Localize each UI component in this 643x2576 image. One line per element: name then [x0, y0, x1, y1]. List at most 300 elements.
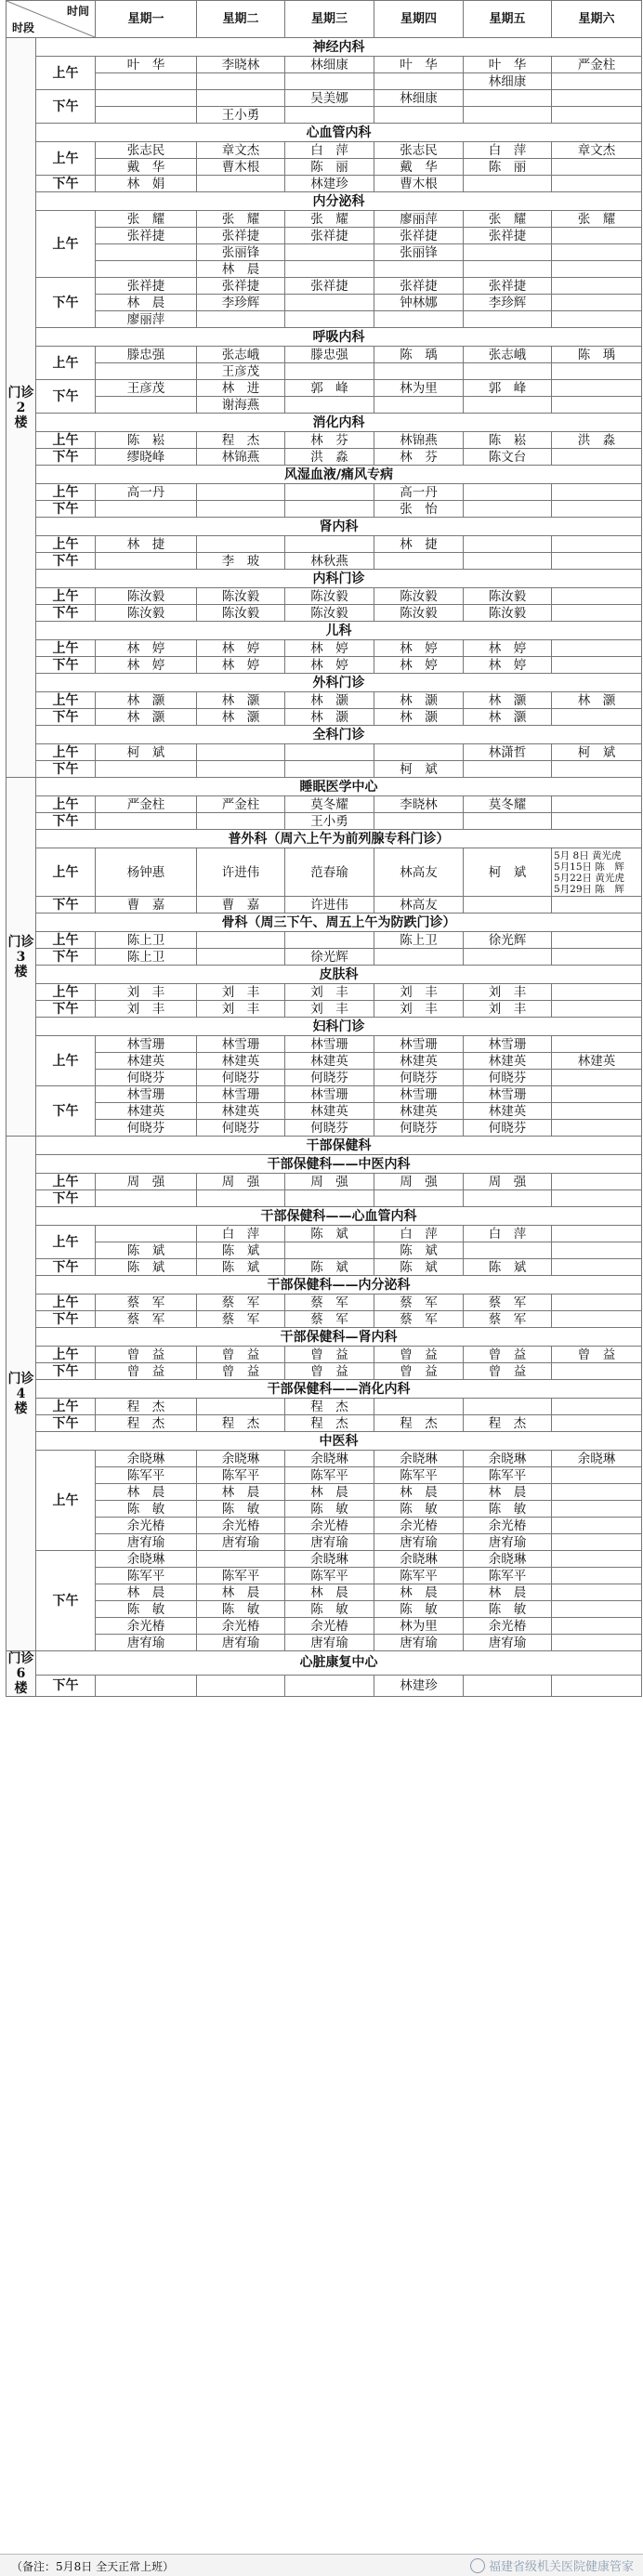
- doctor-cell: 余晓琳: [374, 1551, 464, 1568]
- doctor-cell: 曾 益: [96, 1347, 197, 1363]
- wechat-logo-icon: [470, 2558, 485, 2573]
- doctor-cell: [464, 813, 552, 830]
- afternoon-label: 下午: [36, 1190, 96, 1207]
- section-title: 睡眠医学中心: [36, 778, 642, 796]
- section-title: 心脏康复中心: [36, 1651, 642, 1676]
- section-title: 外科门诊: [36, 674, 642, 692]
- doctor-cell: 余光椿: [285, 1518, 374, 1534]
- doctor-cell: [374, 553, 464, 570]
- doctor-cell: 曾 益: [464, 1363, 552, 1380]
- section-title: 干部保健科——中医内科: [36, 1155, 642, 1174]
- doctor-cell: [552, 1070, 642, 1086]
- doctor-cell: 陈军平: [96, 1568, 197, 1584]
- doctor-cell: 章文杰: [197, 142, 285, 159]
- doctor-cell: 余晓琳: [96, 1551, 197, 1568]
- doctor-cell: 陈汝毅: [197, 605, 285, 622]
- clinic-schedule-table: [6, 0, 642, 1697]
- doctor-cell: [464, 484, 552, 501]
- doctor-cell: [552, 1584, 642, 1601]
- doctor-cell: 王彦茂: [197, 363, 285, 380]
- afternoon-label: 下午: [36, 1001, 96, 1018]
- doctor-cell: 曾 益: [374, 1363, 464, 1380]
- afternoon-label: 下午: [36, 553, 96, 570]
- doctor-cell: 曹 嘉: [197, 897, 285, 913]
- morning-label: 上午: [36, 57, 96, 90]
- doctor-cell: [552, 107, 642, 124]
- doctor-cell: 周 强: [96, 1174, 197, 1190]
- doctor-cell: [552, 228, 642, 244]
- footer-bar: [0, 2554, 643, 2576]
- doctor-cell: 蔡 军: [464, 1311, 552, 1328]
- doctor-cell: [197, 536, 285, 553]
- doctor-cell: 林 灏: [96, 692, 197, 709]
- doctor-cell: 陈 斌: [197, 1242, 285, 1259]
- doctor-cell: 白 萍: [285, 142, 374, 159]
- doctor-cell: 李珍辉: [197, 295, 285, 311]
- doctor-cell: [96, 1226, 197, 1242]
- doctor-cell: 刘 丰: [374, 1001, 464, 1018]
- doctor-cell: [552, 1174, 642, 1190]
- doctor-cell: 李晓林: [374, 796, 464, 813]
- doctor-cell: 陈 斌: [374, 1259, 464, 1276]
- doctor-cell: [374, 397, 464, 414]
- doctor-cell: [374, 73, 464, 90]
- floor-label-4: 门诊 6 楼: [7, 1651, 34, 1696]
- doctor-cell: 林 婷: [197, 657, 285, 674]
- doctor-cell: 曾 益: [197, 1347, 285, 1363]
- doctor-cell: 程 杰: [197, 432, 285, 449]
- floor-label-3: 门诊 4 楼: [7, 1137, 36, 1651]
- schedule-container: [6, 0, 641, 1697]
- doctor-cell: [285, 107, 374, 124]
- doctor-cell: 林 灏: [374, 692, 464, 709]
- doctor-cell: 林雪珊: [374, 1036, 464, 1053]
- doctor-cell: 许进伟: [197, 848, 285, 897]
- doctor-cell: 林建英: [464, 1053, 552, 1070]
- doctor-cell: [552, 657, 642, 674]
- doctor-cell: 陈 斌: [96, 1259, 197, 1276]
- doctor-cell: 张祥捷: [285, 228, 374, 244]
- doctor-cell: 高一丹: [96, 484, 197, 501]
- doctor-cell: 程 杰: [197, 1415, 285, 1432]
- doctor-cell: 叶 华: [96, 57, 197, 73]
- doctor-cell: 王小勇: [285, 813, 374, 830]
- doctor-cell: [552, 278, 642, 295]
- doctor-cell: [552, 363, 642, 380]
- doctor-cell: [96, 73, 197, 90]
- doctor-cell: [285, 397, 374, 414]
- doctor-cell: [552, 1551, 642, 1568]
- doctor-cell: 林 娟: [96, 176, 197, 192]
- afternoon-label: 下午: [36, 1363, 96, 1380]
- doctor-cell: 唐宥瑜: [374, 1635, 464, 1651]
- doctor-cell: 陈汝毅: [285, 605, 374, 622]
- doctor-cell: 李珍辉: [464, 295, 552, 311]
- doctor-cell: 范春瑜: [285, 848, 374, 897]
- doctor-cell: 周 强: [374, 1174, 464, 1190]
- doctor-cell: 余晓琳: [285, 1551, 374, 1568]
- section-title: 儿科: [36, 622, 642, 640]
- doctor-cell: 林 灏: [464, 709, 552, 726]
- doctor-cell: [285, 1242, 374, 1259]
- doctor-cell: [197, 1675, 285, 1696]
- doctor-cell: [197, 932, 285, 949]
- doctor-cell: [197, 1399, 285, 1415]
- doctor-cell: 张祥捷: [96, 278, 197, 295]
- doctor-cell: 林 灏: [285, 709, 374, 726]
- morning-label: 上午: [36, 432, 96, 449]
- doctor-cell: [552, 159, 642, 176]
- doctor-cell: [464, 1190, 552, 1207]
- doctor-cell: 徐光辉: [285, 949, 374, 966]
- doctor-cell: 白 萍: [464, 1226, 552, 1242]
- doctor-cell: 余光椿: [374, 1518, 464, 1534]
- doctor-cell: 林雪珊: [285, 1086, 374, 1103]
- doctor-cell: 张 耀: [285, 211, 374, 228]
- morning-label: 上午: [36, 1451, 96, 1551]
- doctor-cell: [552, 176, 642, 192]
- afternoon-label: 下午: [36, 1415, 96, 1432]
- doctor-cell: 余晓琳: [374, 1451, 464, 1467]
- section-title: 干部保健科——内分泌科: [36, 1276, 642, 1295]
- doctor-cell: 唐宥瑜: [197, 1635, 285, 1651]
- morning-label: 上午: [36, 640, 96, 657]
- doctor-cell: 程 杰: [285, 1399, 374, 1415]
- doctor-cell: [464, 244, 552, 261]
- doctor-cell: 林建英: [552, 1053, 642, 1070]
- doctor-cell: 余光椿: [96, 1618, 197, 1635]
- doctor-cell: [96, 107, 197, 124]
- doctor-cell: 余光椿: [197, 1518, 285, 1534]
- doctor-cell: [464, 897, 552, 913]
- doctor-cell: [464, 90, 552, 107]
- doctor-cell: [552, 1467, 642, 1484]
- doctor-cell: 唐宥瑜: [197, 1534, 285, 1551]
- doctor-cell: [96, 363, 197, 380]
- doctor-cell: 柯 斌: [374, 761, 464, 778]
- doctor-cell: 张 耀: [464, 211, 552, 228]
- doctor-cell: 唐宥瑜: [96, 1635, 197, 1651]
- doctor-cell: 陈上卫: [96, 949, 197, 966]
- doctor-cell: [285, 536, 374, 553]
- doctor-cell: 陈军平: [374, 1568, 464, 1584]
- afternoon-label: 下午: [36, 1311, 96, 1328]
- doctor-cell: [464, 261, 552, 278]
- doctor-cell: 戴 华: [374, 159, 464, 176]
- doctor-cell: 刘 丰: [197, 984, 285, 1001]
- doctor-cell: [464, 536, 552, 553]
- morning-label: 上午: [36, 1036, 96, 1086]
- doctor-cell: 严金柱: [552, 57, 642, 73]
- doctor-cell: [197, 90, 285, 107]
- doctor-cell: 周 强: [285, 1174, 374, 1190]
- doctor-cell: [197, 1190, 285, 1207]
- doctor-cell: [552, 932, 642, 949]
- doctor-cell: [552, 1363, 642, 1380]
- doctor-cell: 杨钟惠: [96, 848, 197, 897]
- doctor-cell: 陈 斌: [285, 1259, 374, 1276]
- doctor-cell: [552, 73, 642, 90]
- doctor-cell: [552, 244, 642, 261]
- doctor-cell: 陈 敏: [197, 1501, 285, 1518]
- doctor-cell: 林 晨: [464, 1584, 552, 1601]
- doctor-cell: [285, 261, 374, 278]
- doctor-cell: [197, 744, 285, 761]
- doctor-cell: 周 强: [464, 1174, 552, 1190]
- doctor-cell: 陈 敏: [96, 1601, 197, 1618]
- doctor-cell: 陈 敏: [464, 1601, 552, 1618]
- doctor-cell: 陈 崧: [96, 432, 197, 449]
- doctor-cell: [96, 397, 197, 414]
- doctor-cell: 叶 华: [464, 57, 552, 73]
- doctor-cell: 陈汝毅: [464, 588, 552, 605]
- doctor-cell: 李晓林: [197, 57, 285, 73]
- doctor-cell: 林 晨: [197, 261, 285, 278]
- doctor-cell: [374, 311, 464, 328]
- doctor-cell: 林 婷: [285, 657, 374, 674]
- section-title: 内科门诊: [36, 570, 642, 588]
- doctor-cell: [197, 501, 285, 518]
- doctor-cell: [552, 813, 642, 830]
- doctor-cell: 何晓芬: [464, 1120, 552, 1137]
- afternoon-label: 下午: [36, 949, 96, 966]
- doctor-cell: 林 婷: [464, 640, 552, 657]
- doctor-cell: [197, 1551, 285, 1568]
- doctor-cell: 余晓琳: [285, 1451, 374, 1467]
- doctor-cell: 刘 丰: [96, 1001, 197, 1018]
- morning-label: 上午: [36, 1295, 96, 1311]
- afternoon-label: 下午: [36, 1551, 96, 1651]
- morning-label: 上午: [36, 1226, 96, 1259]
- doctor-cell: 林潇哲: [464, 744, 552, 761]
- section-title: 干部保健科——消化内科: [36, 1380, 642, 1399]
- doctor-cell: 何晓芬: [464, 1070, 552, 1086]
- doctor-cell: 林为里: [374, 1618, 464, 1635]
- doctor-cell: 林 进: [197, 380, 285, 397]
- doctor-cell: 郭 峰: [464, 380, 552, 397]
- section-title: 全科门诊: [36, 726, 642, 744]
- doctor-cell: 陈军平: [96, 1467, 197, 1484]
- doctor-cell: [285, 484, 374, 501]
- doctor-cell: 陈汝毅: [96, 605, 197, 622]
- doctor-cell: [552, 796, 642, 813]
- morning-label: 上午: [36, 984, 96, 1001]
- doctor-cell: 曾 益: [285, 1347, 374, 1363]
- doctor-cell: [197, 949, 285, 966]
- doctor-cell: [552, 1675, 642, 1696]
- doctor-cell: 林 婷: [464, 657, 552, 674]
- doctor-cell: 严金柱: [197, 796, 285, 813]
- doctor-cell: [552, 640, 642, 657]
- doctor-cell: 何晓芬: [285, 1120, 374, 1137]
- doctor-cell: 林锦燕: [197, 449, 285, 466]
- doctor-cell: 唐宥瑜: [464, 1534, 552, 1551]
- doctor-cell: [552, 311, 642, 328]
- doctor-cell: [285, 311, 374, 328]
- doctor-cell: 白 萍: [374, 1226, 464, 1242]
- doctor-cell: 刘 丰: [464, 1001, 552, 1018]
- doctor-cell: 林 婷: [96, 657, 197, 674]
- afternoon-label: 下午: [36, 1086, 96, 1137]
- doctor-cell: 周 强: [197, 1174, 285, 1190]
- doctor-cell: 林 晨: [285, 1484, 374, 1501]
- doctor-cell: 何晓芬: [197, 1120, 285, 1137]
- doctor-cell: [464, 176, 552, 192]
- doctor-cell: [285, 363, 374, 380]
- doctor-cell: 林 晨: [285, 1584, 374, 1601]
- doctor-cell: [552, 553, 642, 570]
- doctor-cell: 章文杰: [552, 142, 642, 159]
- afternoon-label: 下午: [36, 90, 96, 124]
- doctor-cell: [552, 484, 642, 501]
- doctor-cell: 林 灏: [197, 709, 285, 726]
- doctor-cell: [552, 501, 642, 518]
- doctor-cell: 蔡 军: [96, 1295, 197, 1311]
- doctor-cell: [552, 1036, 642, 1053]
- header-period-label: 时段: [12, 21, 35, 34]
- doctor-cell: [552, 536, 642, 553]
- doctor-cell: 陈上卫: [374, 932, 464, 949]
- doctor-cell: 曾 益: [285, 1363, 374, 1380]
- afternoon-label: 下午: [36, 605, 96, 622]
- morning-label: 上午: [36, 932, 96, 949]
- doctor-cell: 张 耀: [197, 211, 285, 228]
- doctor-cell: [464, 397, 552, 414]
- morning-label: 上午: [36, 1399, 96, 1415]
- doctor-cell: [285, 761, 374, 778]
- doctor-cell: [552, 295, 642, 311]
- doctor-cell: [552, 1120, 642, 1137]
- doctor-cell: 戴 华: [96, 159, 197, 176]
- doctor-cell: 陈军平: [285, 1568, 374, 1584]
- doctor-cell: 吴美娜: [285, 90, 374, 107]
- doctor-cell: 林 灏: [464, 692, 552, 709]
- afternoon-label: 下午: [36, 1675, 96, 1696]
- doctor-cell: 刘 丰: [464, 984, 552, 1001]
- doctor-cell: 李 玻: [197, 553, 285, 570]
- doctor-cell: 林 晨: [374, 1484, 464, 1501]
- doctor-cell: 唐宥瑜: [464, 1635, 552, 1651]
- doctor-cell: 林 婷: [285, 640, 374, 657]
- doctor-cell: [552, 1086, 642, 1103]
- doctor-cell: 滕忠强: [285, 347, 374, 363]
- doctor-cell: 林建珍: [285, 176, 374, 192]
- doctor-cell: 陈军平: [285, 1467, 374, 1484]
- doctor-cell: 曹木根: [197, 159, 285, 176]
- doctor-cell: 林雪珊: [96, 1036, 197, 1053]
- doctor-cell: 林 晨: [197, 1484, 285, 1501]
- morning-label: 上午: [36, 1174, 96, 1190]
- doctor-cell: 陈军平: [197, 1467, 285, 1484]
- morning-label: 上午: [36, 588, 96, 605]
- doctor-cell: [285, 932, 374, 949]
- doctor-cell: 林建英: [374, 1053, 464, 1070]
- doctor-cell: 林 晨: [374, 1584, 464, 1601]
- doctor-cell: 林 灏: [96, 709, 197, 726]
- doctor-cell: 陈 崧: [464, 432, 552, 449]
- doctor-cell: 林建英: [464, 1103, 552, 1120]
- morning-label: 上午: [36, 692, 96, 709]
- doctor-cell: [96, 90, 197, 107]
- doctor-cell: 何晓芬: [285, 1070, 374, 1086]
- watermark-text: 福建省级机关医院健康管家: [488, 2560, 634, 2574]
- doctor-cell: 何晓芬: [374, 1120, 464, 1137]
- doctor-cell: [552, 261, 642, 278]
- doctor-cell: 陈汝毅: [197, 588, 285, 605]
- section-title: 风湿血液/痛风专病: [36, 466, 642, 484]
- doctor-cell: 王小勇: [197, 107, 285, 124]
- doctor-cell: [285, 1675, 374, 1696]
- doctor-cell: 林 晨: [464, 1484, 552, 1501]
- doctor-cell: 张祥捷: [197, 278, 285, 295]
- doctor-cell: 陈军平: [464, 1467, 552, 1484]
- afternoon-label: 下午: [36, 709, 96, 726]
- doctor-cell: 张丽锋: [197, 244, 285, 261]
- doctor-cell: 张 耀: [96, 211, 197, 228]
- section-title: 干部保健科: [36, 1137, 642, 1155]
- doctor-cell: 张祥捷: [197, 228, 285, 244]
- doctor-cell: [464, 501, 552, 518]
- doctor-cell: 陈 敏: [197, 1601, 285, 1618]
- doctor-cell: 林 婷: [374, 640, 464, 657]
- doctor-cell: [96, 244, 197, 261]
- floor-label-1: 门诊 2 楼: [7, 38, 36, 778]
- section-title: 中医科: [36, 1432, 642, 1451]
- doctor-cell: 廖丽萍: [96, 311, 197, 328]
- doctor-cell: 程 杰: [96, 1415, 197, 1432]
- doctor-cell: 陈文台: [464, 449, 552, 466]
- afternoon-label: 下午: [36, 278, 96, 328]
- header-day-6: 星期六: [552, 1, 642, 38]
- doctor-cell: 张 耀: [552, 211, 642, 228]
- doctor-cell: 林雪珊: [374, 1086, 464, 1103]
- doctor-cell: 陈 斌: [464, 1259, 552, 1276]
- doctor-cell: 林 婷: [197, 640, 285, 657]
- section-title: 心血管内科: [36, 124, 642, 142]
- doctor-cell: [285, 501, 374, 518]
- doctor-cell: [285, 1190, 374, 1207]
- doctor-cell: [552, 1259, 642, 1276]
- doctor-cell: [464, 761, 552, 778]
- doctor-cell: 陈军平: [464, 1568, 552, 1584]
- doctor-cell: 陈 敏: [285, 1501, 374, 1518]
- doctor-cell: 林 灏: [552, 692, 642, 709]
- doctor-cell: 郭 峰: [285, 380, 374, 397]
- doctor-cell: 谢海燕: [197, 397, 285, 414]
- morning-label: 上午: [36, 1347, 96, 1363]
- doctor-cell: 唐宥瑜: [96, 1534, 197, 1551]
- doctor-cell: 严金柱: [96, 796, 197, 813]
- doctor-cell: [374, 744, 464, 761]
- doctor-cell: 陈 敏: [285, 1601, 374, 1618]
- doctor-cell: 许进伟: [285, 897, 374, 913]
- doctor-cell: 林雪珊: [285, 1036, 374, 1053]
- afternoon-label: 下午: [36, 380, 96, 414]
- doctor-cell: [552, 1534, 642, 1551]
- doctor-cell: 刘 丰: [374, 984, 464, 1001]
- afternoon-label: 下午: [36, 501, 96, 518]
- doctor-cell: [197, 176, 285, 192]
- doctor-cell: 林建英: [96, 1103, 197, 1120]
- doctor-cell: 林雪珊: [197, 1086, 285, 1103]
- doctor-cell: [552, 1618, 642, 1635]
- doctor-cell: [552, 1635, 642, 1651]
- doctor-cell: 蔡 军: [96, 1311, 197, 1328]
- morning-label: 上午: [36, 796, 96, 813]
- header-day-4: 星期四: [374, 1, 464, 38]
- doctor-cell: 张祥捷: [464, 278, 552, 295]
- doctor-cell: 王彦茂: [96, 380, 197, 397]
